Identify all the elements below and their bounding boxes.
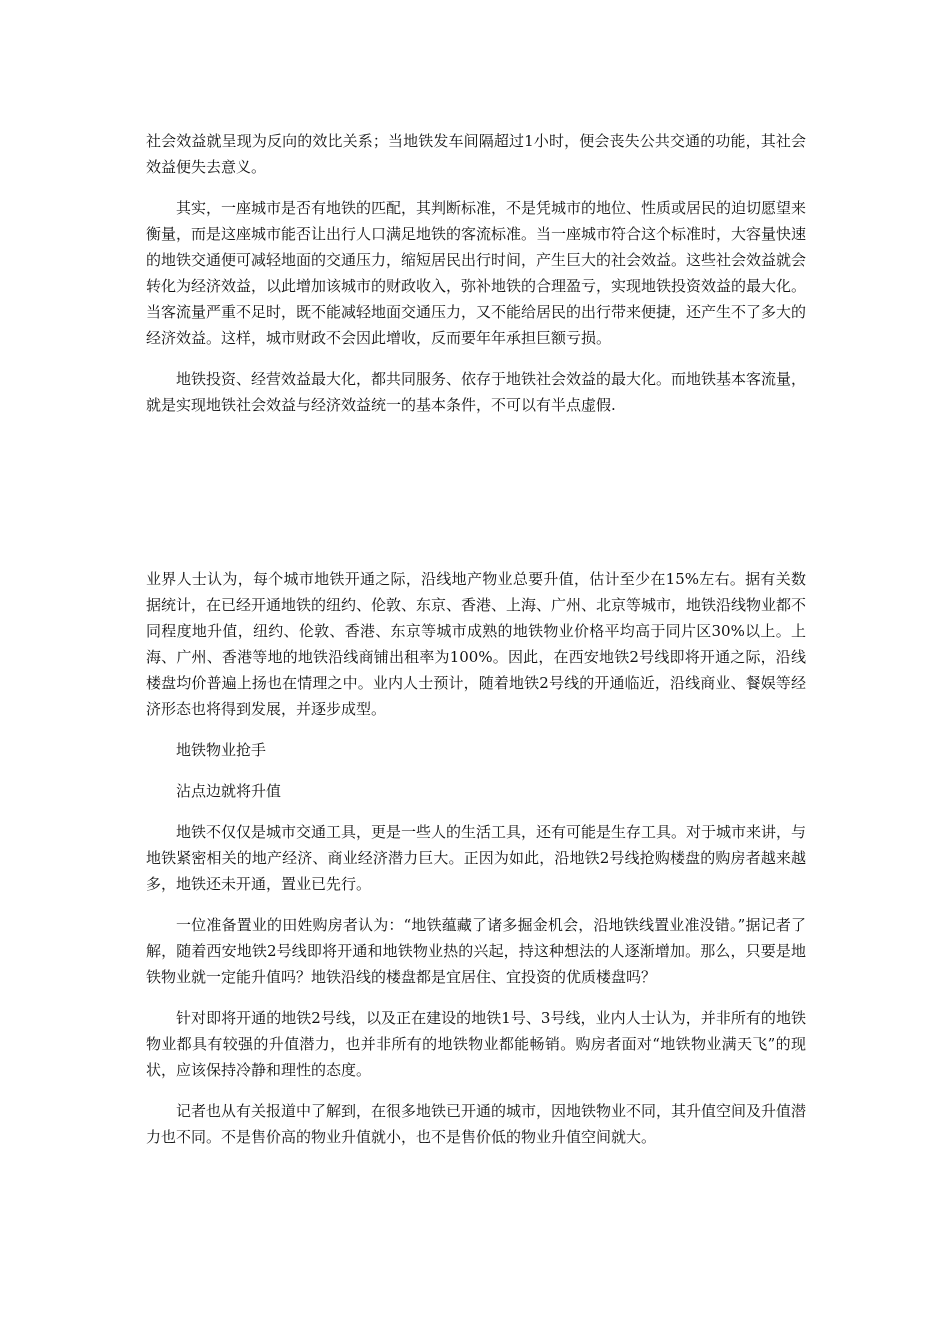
paragraph-line-analysis: 针对即将开通的地铁2号线，以及正在建设的地铁1号、3号线，业内人士认为，并非所有的地铁物业都具有较强的升值潜力，也并非所有的地铁物业都能畅销。购房者面对“地铁物业满天飞”的现状，应该保持冷静和理性的态度。 <box>146 1009 806 1079</box>
spacer <box>146 722 806 737</box>
spacer <box>146 180 806 195</box>
spacer <box>146 763 806 778</box>
spacer <box>146 804 806 819</box>
subheading-metro-property: 地铁物业抢手 <box>176 741 267 759</box>
paragraph-buyer-opinion: 一位准备置业的田姓购房者认为：“地铁蕴藏了诸多掘金机会，沿地铁线置业准没错。”据记者了解，随着西安地铁2号线即将开通和地铁物业热的兴起，持这种想法的人逐渐增加。那么，只要是地铁物业就一定能升值吗？地铁沿线的楼盘都是宜居住、宜投资的优质楼盘吗？ <box>146 916 806 986</box>
spacer <box>146 351 806 366</box>
paragraph-continued: 社会效益就呈现为反向的效比关系；当地铁发车间隔超过1小时，便会丧失公共交通的功能，其社会效益便失去意义。 <box>146 132 806 176</box>
section-gap <box>146 418 806 566</box>
paragraph-reporter-findings: 记者也从有关报道中了解到，在很多地铁已开通的城市，因地铁物业不同，其升值空间及升值潜力也不同。不是售价高的物业升值就小，也不是售价低的物业升值空间就大。 <box>146 1102 807 1146</box>
paragraph-metro-tool: 地铁不仅仅是城市交通工具，更是一些人的生活工具，还有可能是生存工具。对于城市来讲，与地铁紧密相关的地产经济、商业经济潜力巨大。正因为如此，沿地铁2号线抢购楼盘的购房者越来越多，地铁还未开通，置业已先行。 <box>146 823 807 893</box>
paragraph-investment-benefit: 地铁投资、经营效益最大化，都共同服务、依存于地铁社会效益的最大化。而地铁基本客流量，就是实现地铁社会效益与经济效益统一的基本条件，不可以有半点虚假. <box>146 370 807 414</box>
spacer <box>146 1083 806 1098</box>
subheading-value-rise: 沾点边就将升值 <box>176 782 282 800</box>
paragraph-industry-view: 业界人士认为，每个城市地铁开通之际，沿线地产物业总要升值，估计至少在15%左右。据有关数据统计，在已经开通地铁的纽约、伦敦、东京、香港、上海、广州、北京等城市，地铁沿线物业都不同程度地升值，纽约、伦敦、香港、东京等城市成熟的地铁物业价格平均高于同片区30%以上。上海、广州、香港等地的地铁沿线商铺出租率为100%。因此，在西安地铁2号线即将开通之际，沿线楼盘均价普遍上扬也在情理之中。业内人士预计，随着地铁2号线的开通临近，沿线商业、餐娱等经济形态也将得到发展，并逐步成型。 <box>146 570 807 718</box>
spacer <box>146 897 806 912</box>
document-page <box>146 128 806 1150</box>
paragraph-city-metro-standard: 其实，一座城市是否有地铁的匹配，其判断标准，不是凭城市的地位、性质或居民的迫切愿望来衡量，而是这座城市能否让出行人口满足地铁的客流标准。当一座城市符合这个标准时，大容量快速的地铁交通便可减轻地面的交通压力，缩短居民出行时间，产生巨大的社会效益。这些社会效益就会转化为经济效益，以此增加该城市的财政收入，弥补地铁的合理盈亏，实现地铁投资效益的最大化。当客流量严重不足时，既不能减轻地面交通压力，又不能给居民的出行带来便捷，还产生不了多大的经济效益。这样，城市财政不会因此增收，反而要年年承担巨额亏损。 <box>146 199 807 347</box>
spacer <box>146 990 806 1005</box>
